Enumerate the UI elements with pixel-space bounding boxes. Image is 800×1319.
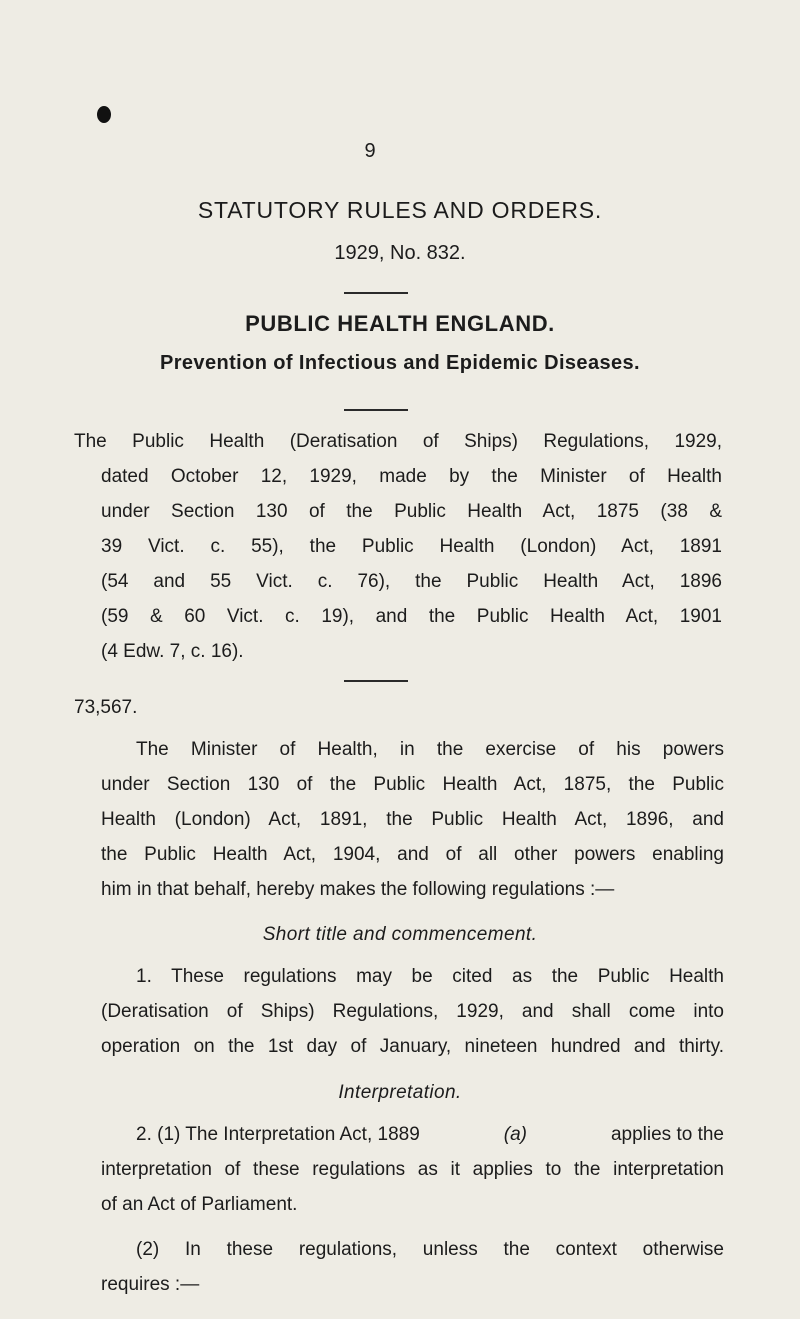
preamble-line: (4 Edw. 7, c. 16). [101, 641, 244, 662]
body-line: the Public Health Act, 1904, and of all other powers enabling [101, 844, 724, 865]
body-line: interpretation of these regulations as it applies to the interpretation [101, 1159, 724, 1180]
serial-number: 73,567. [74, 697, 138, 718]
section-heading: Interpretation. [338, 1082, 462, 1103]
preamble-line: The Public Health (Deratisation of Ships) Regulations, 1929, [74, 431, 722, 452]
body-line: requires :— [101, 1274, 200, 1295]
body-text: 2. (1) The Interpretation Act, 1889 [136, 1124, 420, 1145]
body-text: applies to the [610, 1124, 724, 1145]
divider [344, 409, 408, 411]
body-line: Health (London) Act, 1891, the Public Health Act, 1896, and [101, 809, 724, 830]
body-line: operation on the 1st day of January, nineteen hundred and thirty. [101, 1036, 724, 1057]
preamble-line: 39 Vict. c. 55), the Public Health (London) Act, 1891 [101, 536, 722, 557]
page-number: 9 [364, 140, 376, 162]
body-line: of an Act of Parliament. [101, 1194, 298, 1215]
body-line: him in that behalf, hereby makes the following regulations :— [101, 879, 615, 900]
preamble-line: (54 and 55 Vict. c. 76), the Public Health Act, 1896 [101, 571, 722, 592]
footnote-ref: (a) [503, 1124, 527, 1145]
ink-blot [97, 106, 111, 123]
heading: PUBLIC HEALTH ENGLAND. [245, 311, 555, 336]
document-title: STATUTORY RULES AND ORDERS. [197, 197, 603, 223]
divider [344, 680, 408, 682]
document-number: 1929, No. 832. [334, 242, 466, 264]
body-line: The Minister of Health, in the exercise of his powers [136, 739, 724, 760]
preamble-line: under Section 130 of the Public Health Act, 1875 (38 & [101, 501, 722, 522]
body-line: (2) In these regulations, unless the context otherwise [136, 1239, 724, 1260]
body-line: (Deratisation of Ships) Regulations, 1929, and shall come into [101, 1001, 724, 1022]
body-line: under Section 130 of the Public Health Act, 1875, the Public [101, 774, 724, 795]
body-line: 1. These regulations may be cited as the Public Health [136, 966, 724, 987]
preamble-line: (59 & 60 Vict. c. 19), and the Public Health Act, 1901 [101, 606, 722, 627]
section-heading: Short title and commencement. [262, 924, 538, 945]
subheading: Prevention of Infectious and Epidemic Diseases. [159, 352, 641, 374]
body-line [136, 1124, 724, 1146]
preamble-line: dated October 12, 1929, made by the Minister of Health [101, 466, 722, 487]
divider [344, 292, 408, 294]
